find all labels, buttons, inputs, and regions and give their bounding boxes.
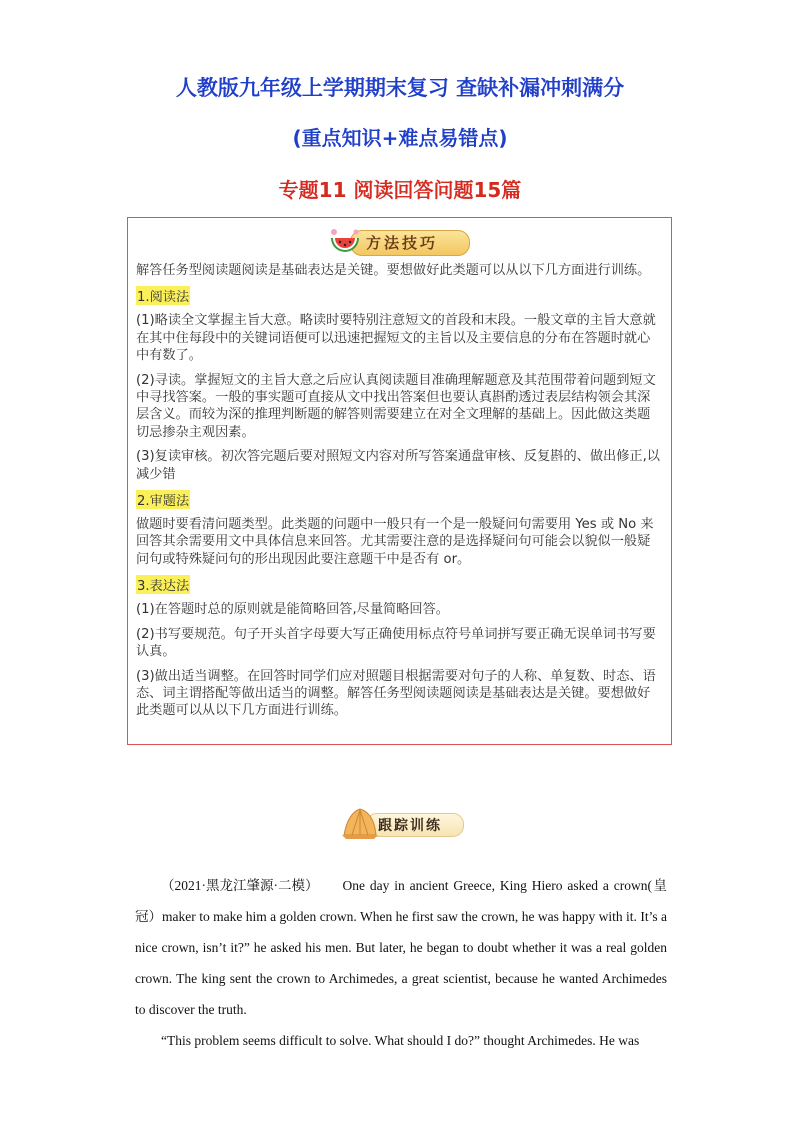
- document-title: 人教版九年级上学期期末复习 查缺补漏冲刺满分: [175, 76, 625, 100]
- methods-badge: [328, 224, 474, 258]
- document-subtitle: (重点知识+难点易错点): [292, 126, 508, 150]
- section-paragraph: (3)做出适当调整。在回答时同学们应对照题目根据需要对句子的人称、单复数、时态、语态、词主谓搭配等做出适当的调整。解答任务型阅读题阅读是基础表达是关键。要想做好此类题可以从以下几方面进行训练。: [136, 668, 656, 719]
- section-paragraph: (3)复读审核。初次答完题后要对照短文内容对所写答案通盘审核、反复斟的、做出修正,以减少错: [136, 449, 660, 482]
- section-paragraph: (2)寻读。掌握短文的主旨大意之后应认真阅读题目准确理解题意及其范围带着问题到短文中寻找答案。一般的事实题可直接从文中找出答案但也要认真斟酌透过表层结构领会其深层含义。而较为深的推理判断题的解答则需要建立在对全文理解的基础上。因此做这类题切忌掺杂主观因素。: [136, 372, 656, 440]
- methods-badge-label: 方法技巧: [366, 234, 439, 252]
- section-paragraph: (1)在答题时总的原则就是能简略回答,尽量简略回答。: [136, 602, 449, 618]
- section-expression: [136, 575, 663, 719]
- section-paragraph: (1)略读全文掌握主旨大意。略读时要特别注意短文的首段和末段。一般文章的主旨大意就在其中住每段中的关键词语便可以迅速把握短文的主旨以及主要信息的分布在答题时就心中有数了。: [136, 313, 656, 364]
- section-question-review: [136, 490, 663, 568]
- passage-source: （2021·黑龙江肇源·二模）: [161, 878, 319, 893]
- section-heading: 1.阅读法: [136, 286, 190, 305]
- training-badge: [340, 805, 470, 843]
- reading-passage: [135, 870, 667, 1056]
- section-paragraph: (2)书写要规范。句子开头首字母要大写正确使用标点符号单词拼写要正确无误单词书写要认真。: [136, 626, 656, 660]
- passage-paragraph: “This problem seems difficult to solve. What should I do?” thought Archimedes. He was: [161, 1033, 640, 1048]
- section-reading: [136, 286, 663, 483]
- topic-title: 专题11 阅读回答问题15篇: [278, 178, 522, 202]
- section-heading: 3.表达法: [136, 575, 190, 594]
- passage-paragraph: [135, 870, 667, 1025]
- watermelon-icon: [328, 224, 362, 258]
- section-heading: 2.审题法: [136, 490, 190, 509]
- shell-icon: [340, 805, 380, 843]
- methods-box: [127, 217, 672, 745]
- section-paragraph: 做题时要看清问题类型。此类题的问题中一般只有一个是一般疑问句需要用 Yes 或 No 来回答其余需要用文中具体信息来回答。尤其需要注意的是选择疑问句可能会以貌似一般疑问句或特殊疑问句的形出现因此要注意题干中是否有 or。: [136, 517, 654, 567]
- training-badge-label: 跟踪训练: [378, 818, 442, 834]
- passage-text: One day in ancient Greece, King Hiero asked a crown(皇冠）maker to make him a golden crown. When he first saw the crown, he was happy with it. It’s a nice crown, isn’t it?” he asked his men. But later, he began to doubt whether it was a real golden crown. The king sent the crown to Archimedes, a great scientist, because he wanted Archimedes to discover the truth.: [135, 878, 667, 1017]
- methods-intro: 解答任务型阅读题阅读是基础表达是关键。要想做好此类题可以从以下几方面进行训练。: [136, 263, 651, 278]
